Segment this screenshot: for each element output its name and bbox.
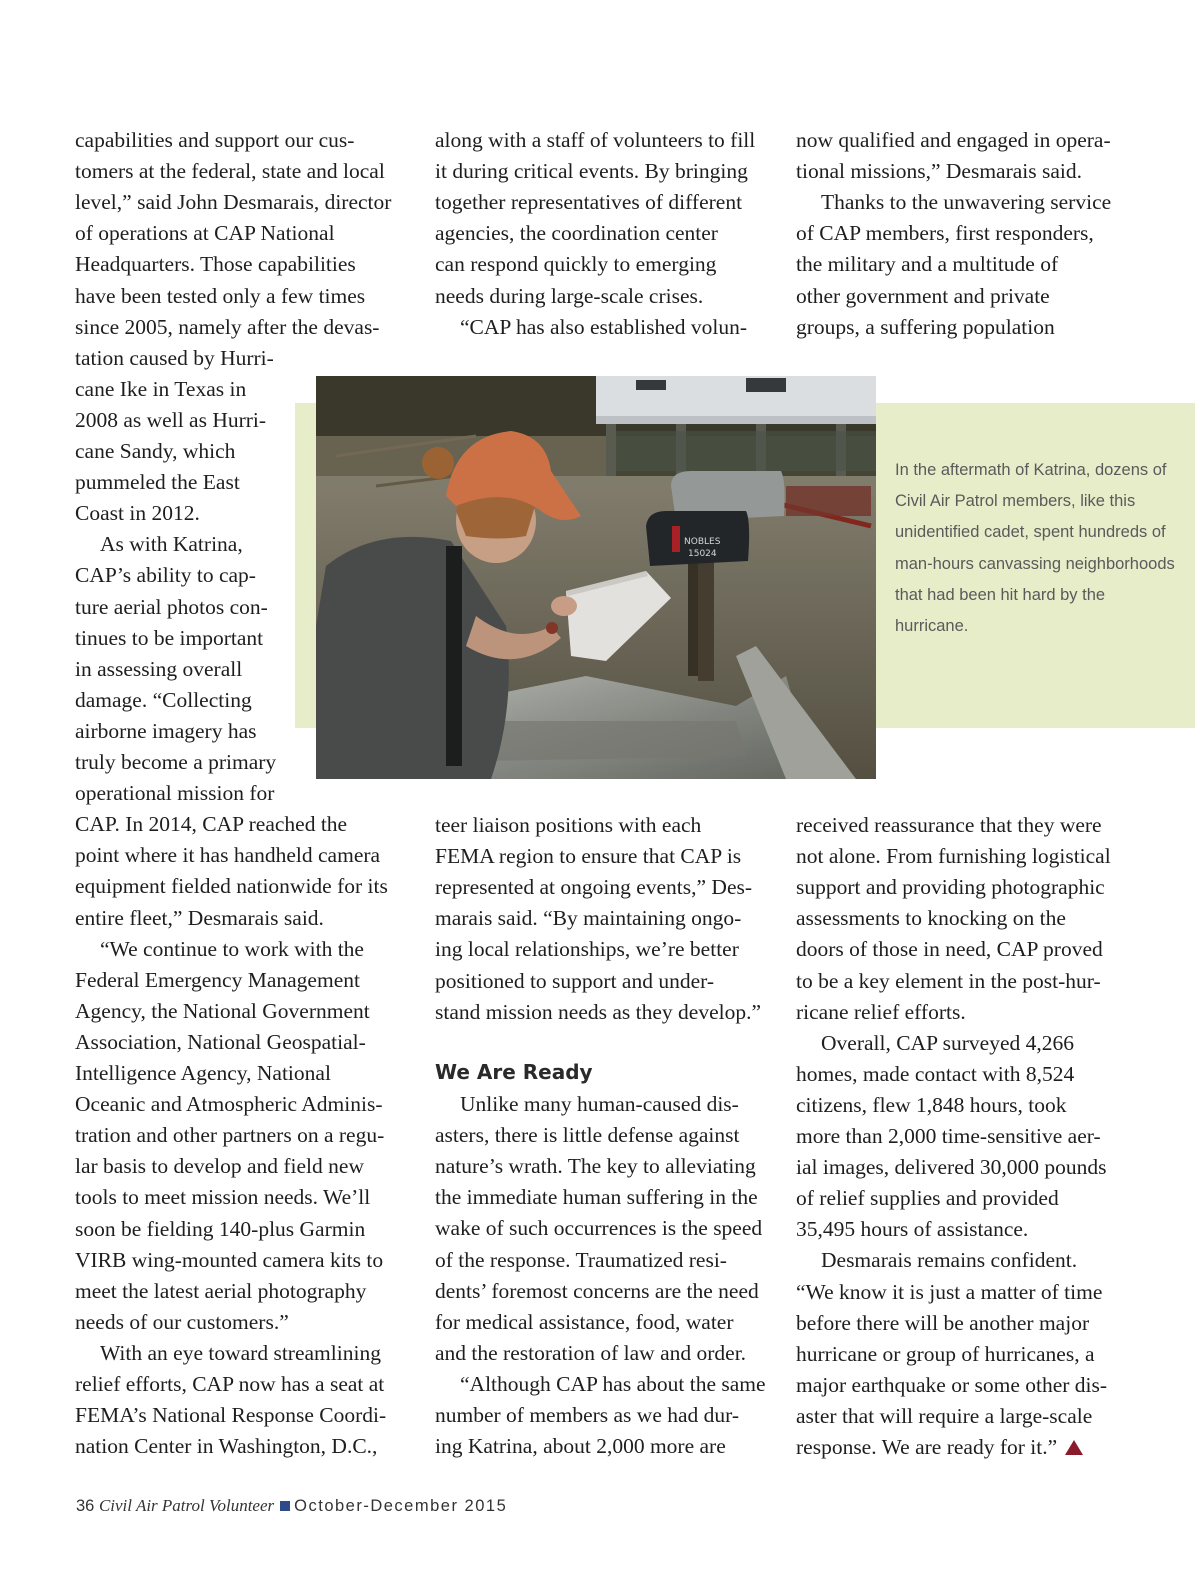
article-line: dents’ foremost concerns are the need [435, 1278, 759, 1303]
article-line: ial images, delivered 30,000 pounds [796, 1155, 1107, 1180]
article-line: 35,495 hours of assistance. [796, 1217, 1029, 1242]
article-line: point where it has handheld camera [75, 843, 381, 868]
article-line: it during critical events. By bringing [435, 159, 748, 184]
article-line: As with Katrina, [100, 532, 243, 557]
article-line: nation Center in Washington, D.C., [75, 1434, 378, 1459]
article-line: Federal Emergency Management [75, 967, 360, 992]
article-line: Association, National Geospatial- [75, 1029, 366, 1054]
article-line: FEMA’s National Response Coordi- [75, 1403, 387, 1428]
article-line: wake of such occurrences is the speed [435, 1216, 763, 1241]
article-line: marais said. “By maintaining ongo- [435, 906, 742, 931]
article-line: airborne imagery has [75, 718, 257, 743]
article-line: Thanks to the unwavering service [821, 190, 1112, 215]
article-line: tools to meet mission needs. We’ll [75, 1185, 371, 1210]
article-line: citizens, flew 1,848 hours, took [796, 1092, 1067, 1117]
end-mark-icon [1065, 1440, 1083, 1455]
article-line: CAP’s ability to cap- [75, 563, 256, 588]
article-line: damage. “Collecting [75, 687, 252, 712]
article-line: pummeled the East [75, 470, 240, 495]
article-line: can respond quickly to emerging [435, 252, 717, 277]
katrina-cadet-photo [316, 376, 876, 779]
article-line: since 2005, namely after the devas- [75, 314, 380, 339]
article-line: VIRB wing-mounted camera kits to [75, 1247, 384, 1272]
article-line: of CAP members, first responders, [796, 221, 1094, 246]
article-line: CAP. In 2014, CAP reached the [75, 812, 348, 837]
article-line: cane Sandy, which [75, 439, 236, 463]
article-line: now qualified and engaged in opera- [796, 128, 1111, 152]
article-line: and the restoration of law and order. [435, 1340, 747, 1365]
article-line: Intelligence Agency, National [75, 1061, 331, 1085]
mailbox-number: 15024 [688, 549, 717, 559]
article-line: aster that will require a large-scale [796, 1403, 1093, 1428]
article-line: stand mission needs as they develop.” [435, 999, 762, 1024]
article-line: Headquarters. Those capabilities [75, 252, 356, 277]
article-line: assessments to knocking on the [796, 906, 1066, 931]
page-number: 36 [76, 1497, 95, 1515]
article-line: nature’s wrath. The key to alleviating [435, 1154, 756, 1179]
article-line: With an eye toward streamlining [100, 1340, 381, 1365]
article-line: Desmarais remains confident. [821, 1248, 1078, 1273]
article-line: Agency, the National Government [75, 998, 370, 1023]
footer-square-icon [280, 1501, 290, 1511]
article-line: doors of those in need, CAP proved [796, 937, 1103, 962]
article-line: ture aerial photos con- [75, 594, 268, 619]
article-line: represented at ongoing events,” Des- [435, 875, 753, 900]
article-line: of operations at CAP National [75, 221, 335, 246]
article-line: of relief supplies and provided [796, 1186, 1059, 1211]
article-line: number of members as we had dur- [435, 1403, 740, 1427]
article-line: tation caused by Hurri- [75, 345, 274, 370]
article-line: tinues to be important [75, 625, 264, 650]
magazine-title: Civil Air Patrol Volunteer [98, 1496, 275, 1515]
article-line: received reassurance that they were [796, 813, 1102, 837]
article-line: “Although CAP has about the same [460, 1371, 766, 1396]
article-line: Overall, CAP surveyed 4,266 [821, 1030, 1074, 1055]
article-line: for medical assistance, food, water [435, 1309, 734, 1334]
section-heading: We Are Ready [435, 1060, 593, 1084]
article-line: teer liaison positions with each [435, 813, 702, 837]
article-line: entire fleet,” Desmarais said. [75, 905, 324, 930]
article-line: major earthquake or some other dis- [796, 1372, 1108, 1397]
page-footer [76, 1496, 507, 1516]
article-line: ing Katrina, about 2,000 more are [435, 1434, 726, 1459]
article-line: ing local relationships, we’re better [435, 937, 739, 962]
article-line: cane Ike in Texas in [75, 376, 247, 401]
article-line: Coast in 2012. [75, 501, 200, 526]
article-line: groups, a suffering population [796, 314, 1055, 339]
article-line: homes, made contact with 8,524 [796, 1061, 1075, 1086]
article-line: tional missions,” Desmarais said. [796, 159, 1083, 184]
article-line: the military and a multitude of [796, 252, 1059, 277]
article-line: capabilities and support our cus- [75, 128, 355, 152]
article-line: to be a key element in the post-hur- [796, 968, 1101, 993]
article-line: level,” said John Desmarais, director [75, 190, 392, 215]
article-line: soon be fielding 140-plus Garmin [75, 1216, 366, 1241]
article-line: more than 2,000 time-sensitive aer- [796, 1124, 1101, 1148]
mailbox-label: NOBLES [684, 537, 721, 547]
article-line: meet the latest aerial photography [75, 1278, 367, 1303]
article-line: positioned to support and under- [435, 968, 715, 993]
article-line: FEMA region to ensure that CAP is [435, 844, 742, 869]
article-line: Oceanic and Atmospheric Adminis- [75, 1092, 383, 1117]
issue-date: October-December 2015 [294, 1497, 508, 1515]
article-line: truly become a primary [75, 750, 277, 774]
article-line: equipment fielded nationwide for its [75, 874, 388, 899]
article-line: response. We are ready for it.” [796, 1432, 1083, 1463]
article-line: along with a staff of volunteers to fill [435, 128, 756, 152]
article-line: “We know it is just a matter of time [796, 1279, 1103, 1304]
article-line: “We continue to work with the [100, 936, 364, 961]
article-line: relief efforts, CAP now has a seat at [75, 1372, 385, 1396]
article-line: Unlike many human-caused dis- [460, 1092, 739, 1116]
article-line: not alone. From furnishing logistical [796, 844, 1111, 869]
article-line: together representatives of different [435, 190, 743, 215]
article-line: before there will be another major [796, 1310, 1090, 1335]
article-line: needs of our customers.” [75, 1309, 289, 1334]
photo-caption: In the aftermath of Katrina, dozens of Civil Air Patrol members, like this unidentified cadet, spent hundreds of man-hours canvassing neighborhoods that had been hit hard by the hurricane. [895, 461, 1175, 636]
article-line: lar basis to develop and field new [75, 1154, 364, 1179]
article-line: agencies, the coordination center [435, 221, 718, 246]
article-line: in assessing overall [75, 656, 243, 681]
article-line: tomers at the federal, state and local [75, 159, 385, 184]
article-line: other government and private [796, 283, 1050, 308]
article-line: asters, there is little defense against [435, 1123, 740, 1148]
article-line: needs during large-scale crises. [435, 283, 704, 308]
article-line: support and providing photographic [796, 875, 1105, 900]
article-line: have been tested only a few times [75, 283, 366, 308]
article-line: the immediate human suffering in the [435, 1185, 758, 1210]
article-line: hurricane or group of hurricanes, a [796, 1341, 1095, 1366]
article-line: 2008 as well as Hurri- [75, 407, 267, 432]
article-line: tration and other partners on a regu- [75, 1123, 385, 1148]
article-line: ricane relief efforts. [796, 999, 966, 1024]
article-line: operational mission for [75, 781, 275, 806]
article-line: “CAP has also established volun- [460, 314, 748, 339]
article-line: of the response. Traumatized resi- [435, 1247, 727, 1272]
